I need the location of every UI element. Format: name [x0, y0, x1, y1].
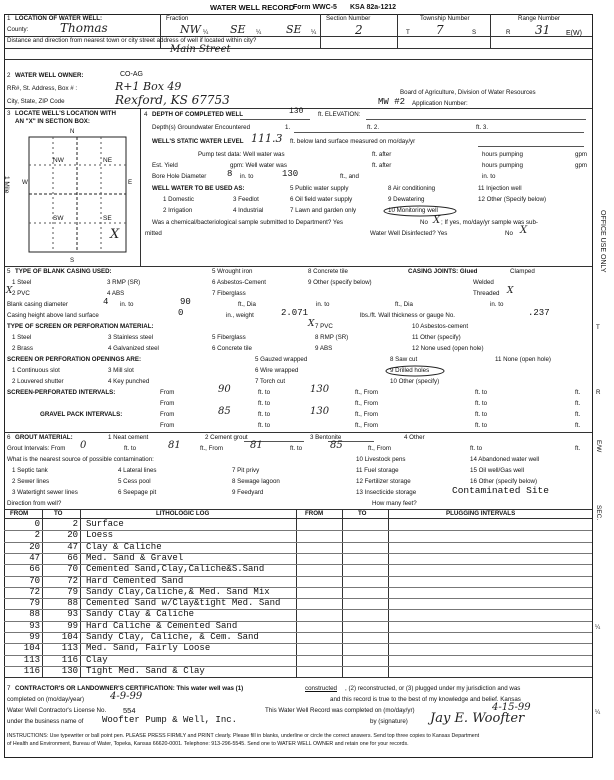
scr-to-3: ft. to: [258, 400, 271, 407]
grv-from-1: From: [160, 411, 175, 418]
yield-after: ft. after: [372, 162, 392, 169]
screen-opt-7[interactable]: 7 PVC: [315, 323, 333, 330]
log-from: 93: [29, 620, 40, 631]
elevation-label: ft. ELEVATION:: [318, 111, 361, 118]
range-label: Range Number: [518, 15, 560, 22]
use-opt-11[interactable]: 11 Injection well: [478, 185, 522, 192]
instructions-2: of Health and Environment, Bureau of Water, Topeka, Kansas 66620-0001. Telephone: 913-296-5545. Send one to WATER WELL OWNER and retain one for your records.: [7, 741, 409, 747]
casing-opt-2[interactable]: 2 PVC: [12, 290, 30, 297]
joints-clamped[interactable]: Clamped: [510, 268, 535, 275]
log-from: 88: [29, 609, 40, 620]
use-opt-10[interactable]: 10 Monitoring well: [388, 207, 438, 214]
yield-gpm: gpm: Well water was: [230, 162, 287, 169]
log-header-litho: LITHOLOGIC LOG: [156, 510, 210, 517]
log-from: 70: [29, 575, 40, 586]
use-opt-12[interactable]: 12 Other (Specify below): [478, 196, 547, 203]
grout-opt-2[interactable]: 2 Cement grout: [205, 434, 248, 441]
yield-gpm-unit: gpm: [575, 162, 588, 169]
diameter-in-to-3: in. to: [490, 301, 504, 308]
pump-label: Pump test data: Well water was: [198, 151, 285, 158]
log-description: Hard Cemented Sand: [86, 575, 184, 586]
section-mark[interactable]: X: [110, 227, 120, 242]
bore-ft-and: ft., and: [340, 173, 359, 180]
screen-opt-4[interactable]: 4 Galvanized steel: [108, 345, 159, 352]
scr-ft-1: ft.: [575, 389, 581, 396]
diameter-label: Blank casing diameter: [7, 301, 68, 308]
screen-opt-5[interactable]: 5 Fiberglass: [212, 334, 246, 341]
screen-opt-6[interactable]: 6 Concrete tile: [212, 345, 252, 352]
height-label: Casing height above land surface: [7, 312, 99, 319]
compass-n: N: [70, 128, 75, 135]
diameter-value[interactable]: 4: [103, 297, 109, 307]
section-4-number: 4: [144, 111, 148, 118]
screen-opt-8[interactable]: 8 RMP (SR): [315, 334, 349, 341]
casing-pvc-mark[interactable]: X: [6, 286, 13, 296]
grout-ftfrom-1: ft., From: [200, 445, 224, 452]
grout-2-from[interactable]: 81: [250, 440, 263, 451]
screen-opt-9[interactable]: 9 ABS: [315, 345, 333, 352]
signature-label: by (signature): [370, 718, 408, 725]
log-from: 79: [29, 598, 40, 609]
screen-label: TYPE OF SCREEN OR PERFORATION MATERIAL:: [7, 323, 154, 330]
chem-no: No: [420, 219, 428, 226]
business-name[interactable]: Woofter Pump & Well, Inc.: [102, 715, 238, 725]
county-value[interactable]: Thomas: [60, 21, 108, 35]
grout-1-to[interactable]: 81: [168, 440, 181, 451]
grv-from-2: From: [160, 422, 175, 429]
screen-opt-1[interactable]: 1 Steel: [12, 334, 32, 341]
weight-value[interactable]: 2.071: [281, 308, 309, 318]
section-2-number: 2: [7, 72, 11, 79]
screen-opt-3[interactable]: 3 Stainless steel: [108, 334, 154, 341]
screen-opt-12[interactable]: 12 None used (open hole): [412, 345, 484, 352]
screen-mark[interactable]: X: [308, 319, 315, 329]
log-description: Surface: [86, 519, 124, 529]
depth-label: DEPTH OF COMPLETED WELL: [152, 111, 244, 118]
office-quarter-1: ¼: [595, 624, 601, 631]
bore-to-value[interactable]: 130: [282, 169, 299, 179]
record-date[interactable]: 4-15-99: [492, 702, 531, 713]
opening-opt-9[interactable]: 9 Drilled holes: [390, 367, 430, 374]
diameter-dia-2: ft., Dia: [395, 301, 413, 308]
grout-label: GROUT MATERIAL:: [15, 434, 73, 441]
scr-from-1: From: [160, 389, 175, 396]
log-header-to-2: TO: [358, 510, 367, 517]
quadrant-se: SE: [103, 215, 112, 222]
compass-w: W: [22, 179, 28, 186]
grout-to-2: ft. to: [290, 445, 303, 452]
casing-opt-5[interactable]: 5 Wrought iron: [212, 268, 253, 275]
height-value[interactable]: 0: [178, 308, 184, 318]
contam-opt-12[interactable]: 12 Fertilizer storage: [356, 478, 411, 485]
opening-opt-8[interactable]: 8 Saw cut: [390, 356, 418, 363]
diameter-dia-1: ft., Dia: [238, 301, 256, 308]
casing-opt-6[interactable]: 6 Asbestos-Cement: [212, 279, 266, 286]
log-header-plugging: PLUGGING INTERVALS: [446, 510, 516, 517]
log-from: 66: [29, 564, 40, 575]
cert-constructed[interactable]: constructed: [305, 685, 337, 692]
log-from: 20: [29, 541, 40, 552]
owner-label: WATER WELL OWNER:: [15, 72, 84, 79]
use-opt-1[interactable]: 1 Domestic: [163, 196, 194, 203]
use-opt-3[interactable]: 3 Feedlot: [233, 196, 259, 203]
opening-opt-3[interactable]: 3 Mill slot: [108, 367, 134, 374]
contam-opt-16[interactable]: 16 Other (specify below): [470, 478, 538, 485]
use-circle: [383, 205, 458, 217]
log-description: Med. Sand, Fairly Loose: [86, 643, 211, 654]
section-7-number: 7: [7, 685, 11, 692]
log-description: Cemented Sand,Clay,Caliche&S.Sand: [86, 564, 265, 575]
static-tail: ft. below land surface measured on mo/day/yr: [290, 138, 416, 145]
office-sec: SEC.: [595, 505, 602, 521]
section-5-number: 5: [7, 268, 11, 275]
scr-from-2: From: [160, 400, 175, 407]
log-from: 72: [29, 586, 40, 597]
record-label: This Water Well Record was completed on (mo/day/yr): [265, 707, 415, 714]
joints-welded[interactable]: Welded: [473, 279, 494, 286]
groundwater-label: Depth(s) Groundwater Encountered: [152, 124, 251, 131]
log-to: 88: [67, 598, 78, 609]
log-to: 99: [67, 620, 78, 631]
township-suffix: S: [472, 29, 477, 36]
grout-int-label: Grout Intervals: From: [7, 445, 66, 452]
address-label: RR#, St. Address, Box # :: [7, 85, 78, 92]
distance-label: Distance and direction from nearest town or city street address of well if located within city?: [7, 37, 257, 44]
township-value[interactable]: 7: [436, 23, 444, 37]
scr-to-value[interactable]: 130: [310, 384, 330, 395]
gravel-label: GRAVEL PACK INTERVALS:: [40, 411, 123, 418]
section-1-number: 1: [7, 15, 11, 22]
compass-e: E: [128, 179, 133, 186]
yield-label: Est. Yield: [152, 162, 178, 169]
quadrant-nw: NW: [53, 157, 64, 164]
section-number-label: Section Number: [326, 15, 371, 22]
pump-gpm: gpm: [575, 151, 588, 158]
quadrant-sw: SW: [53, 215, 64, 222]
county-label: County:: [7, 26, 29, 33]
bore-value[interactable]: 8: [227, 169, 233, 179]
contam-opt-5[interactable]: 5 Cess pool: [118, 478, 151, 485]
contam-opt-4[interactable]: 4 Lateral lines: [118, 467, 157, 474]
pump-hours: hours pumping: [482, 151, 523, 158]
grv-ft-1: ft.: [575, 411, 581, 418]
pump-after: ft. after: [372, 151, 392, 158]
openings-label: SCREEN OR PERFORATION OPENINGS ARE:: [7, 356, 142, 363]
locate-label-2: AN "X" IN SECTION BOX:: [15, 118, 90, 125]
casing-opt-7[interactable]: 7 Fiberglass: [212, 290, 246, 297]
form-title: WATER WELL RECORD: [210, 3, 295, 12]
scr-ftfrom-1: ft., From: [355, 389, 379, 396]
license-label: Water Well Contractor's License No.: [7, 707, 107, 714]
log-to: 72: [67, 575, 78, 586]
quarter-2[interactable]: SE: [230, 23, 246, 36]
disinfected-mark[interactable]: X: [520, 225, 528, 236]
contam-opt-7[interactable]: 7 Pit privy: [232, 467, 260, 474]
screen-int-label: SCREEN-PERFORATED INTERVALS:: [7, 389, 116, 396]
log-description: Cemented Sand w/Clay&tight Med. Sand: [86, 598, 281, 609]
office-r: R: [596, 389, 601, 396]
grout-1-from[interactable]: 0: [80, 440, 87, 451]
opening-opt-2[interactable]: 2 Louvered shutter: [12, 378, 64, 385]
completed-label: completed on (mo/day/year): [7, 696, 85, 703]
log-to: 116: [61, 654, 78, 665]
gw-1: 1.: [285, 124, 291, 131]
bore-in-to: in. to: [240, 173, 254, 180]
scr-to-1: ft. to: [258, 389, 271, 396]
opening-circle: [385, 365, 445, 377]
scr-ftfrom-2: ft., From: [355, 400, 379, 407]
fraction-label: Fraction: [166, 15, 189, 22]
grout-to-1: ft. to: [124, 445, 137, 452]
quarter-3[interactable]: SE: [286, 23, 302, 36]
diameter-in-to-2: in. to: [316, 301, 330, 308]
contam-opt-10[interactable]: 10 Livestock pens: [356, 456, 406, 463]
log-to: 104: [61, 632, 78, 642]
log-from: 0: [34, 519, 40, 529]
section-6-number: 6: [7, 434, 11, 441]
static-label: WELL'S STATIC WATER LEVEL: [152, 138, 244, 145]
screen-opt-2[interactable]: 2 Brass: [12, 345, 33, 352]
office-quarter-2: ¼: [595, 709, 601, 716]
log-to: 2: [72, 519, 78, 529]
log-to: 113: [61, 643, 78, 654]
log-header-from: FROM: [10, 510, 29, 517]
grv-from-value[interactable]: 85: [218, 406, 231, 417]
quarter-1[interactable]: NW: [180, 23, 201, 36]
log-description: Clay & Caliche: [86, 541, 162, 552]
log-from: 47: [29, 552, 40, 563]
log-to: 66: [67, 552, 78, 563]
township-label: Township Number: [420, 15, 470, 22]
contam-opt-9[interactable]: 9 Feedyard: [232, 489, 264, 496]
opening-opt-10[interactable]: 10 Other (specify): [390, 378, 440, 385]
chem-tail: ; If yes, mo/day/yr sample was sub-: [441, 219, 538, 226]
mw-number: MW #2: [378, 97, 406, 107]
casing-opt-4[interactable]: 4 ABS: [107, 290, 125, 297]
how-many-label: How many feet?: [372, 500, 417, 507]
grv-ft-2: ft.: [575, 422, 581, 429]
quarter-3-unit: ¼: [311, 29, 317, 36]
quarter-2-unit: ¼: [256, 29, 262, 36]
log-description: Hard Caliche & Cemented Sand: [86, 620, 238, 631]
use-opt-6[interactable]: 6 Oil field water supply: [290, 196, 353, 203]
diameter-to-value[interactable]: 90: [180, 297, 191, 307]
contam-opt-8[interactable]: 8 Sewage lagoon: [232, 478, 280, 485]
city-value[interactable]: Rexford, KS 67753: [115, 93, 230, 107]
grout-opt-3[interactable]: 3 Bentonite: [310, 434, 342, 441]
log-description: Clay: [86, 654, 108, 665]
static-value[interactable]: 111.3: [251, 132, 283, 145]
joints-threaded-mark[interactable]: X: [507, 286, 514, 296]
opening-opt-4[interactable]: 4 Key punched: [108, 378, 150, 385]
section-number-value[interactable]: 2: [355, 23, 363, 37]
use-opt-4[interactable]: 4 Industrial: [233, 207, 264, 214]
use-opt-2[interactable]: 2 Irrigation: [163, 207, 193, 214]
diameter-in-to: in. to: [120, 301, 134, 308]
casing-label: TYPE OF BLANK CASING USED:: [15, 268, 112, 275]
scr-ft-2: ft.: [575, 400, 581, 407]
business-label: under the business name of: [7, 718, 84, 725]
opening-opt-11[interactable]: 11 None (open hole): [495, 356, 551, 363]
license-value[interactable]: 554: [123, 706, 136, 715]
completed-tail: and this record is true to the best of my knowledge and belief. Kansas: [330, 696, 521, 703]
log-to: 79: [67, 586, 78, 597]
board-label: Board of Agriculture, Division of Water Resources: [400, 89, 536, 96]
casing-opt-1[interactable]: 1 Steel: [12, 279, 32, 286]
gw-2: ft. 2.: [367, 124, 380, 131]
log-description: Loess: [86, 530, 114, 541]
log-header-to: TO: [54, 510, 63, 517]
screen-opt-10[interactable]: 10 Asbestos-cement: [412, 323, 469, 330]
scr-from-value[interactable]: 90: [218, 384, 231, 395]
grv-to-1: ft. to: [258, 411, 271, 418]
city-label: City, State, ZIP Code: [7, 98, 65, 105]
grv-to-2: ft. to: [475, 411, 488, 418]
log-description: Med. Sand & Gravel: [86, 552, 184, 563]
wall-label: lbs./ft. Wall thickness or gauge No.: [360, 312, 456, 319]
grout-ft-3: ft.: [575, 445, 581, 452]
log-to: 20: [67, 530, 78, 541]
contam-opt-13[interactable]: 13 Insecticide storage: [356, 489, 417, 496]
grv-to-4: ft. to: [475, 422, 488, 429]
contam-opt-11[interactable]: 11 Fuel storage: [356, 467, 399, 474]
use-opt-9[interactable]: 9 Dewatering: [388, 196, 425, 203]
disinfected-label: Water Well Disinfected? Yes: [370, 230, 448, 237]
use-opt-8[interactable]: 8 Air conditioning: [388, 185, 436, 192]
joints-label: CASING JOINTS: Glued: [408, 268, 478, 275]
grv-to-value[interactable]: 130: [310, 406, 330, 417]
contam-other-value[interactable]: Contaminated Site: [452, 485, 549, 496]
opening-opt-7[interactable]: 7 Torch cut: [255, 378, 286, 385]
scr-to-2: ft. to: [475, 389, 488, 396]
township-prefix: T: [406, 29, 410, 36]
log-description: Sandy Clay & Caliche: [86, 609, 195, 620]
grv-ftfrom-2: ft., From: [355, 422, 379, 429]
grout-opt-1[interactable]: 1 Neat cement: [108, 434, 149, 441]
opening-opt-6[interactable]: 6 Wire wrapped: [255, 367, 299, 374]
range-value[interactable]: 31: [535, 23, 551, 37]
chem-mitted: mitted: [145, 230, 162, 237]
cert-text-2: , (2) reconstructed, or (3) plugged under my jurisdiction and was: [345, 685, 521, 692]
yield-hours: hours pumping: [482, 162, 523, 169]
log-description: Sandy Clay, Caliche, & Cem. Sand: [86, 632, 259, 642]
grout-2-to[interactable]: 85: [330, 440, 343, 451]
chem-mark[interactable]: X: [433, 215, 441, 226]
log-to: 47: [67, 541, 78, 552]
bore-label: Bore Hole Diameter: [152, 173, 207, 180]
contam-opt-15[interactable]: 15 Oil well/Gas well: [470, 467, 524, 474]
address-value[interactable]: R+1 Box 49: [115, 80, 182, 93]
grout-ftfrom-2: ft., From: [368, 445, 392, 452]
contam-opt-6[interactable]: 6 Seepage pit: [118, 489, 157, 496]
gw-3: ft. 3.: [476, 124, 489, 131]
instructions-1: INSTRUCTIONS: Use typewriter or ball point pen. PLEASE PRESS FIRMLY and PRINT clearly. Please fill in blanks, underline or circle the correct answers. Send top three copies to Kansas Department: [7, 733, 480, 739]
range-prefix: R: [506, 29, 511, 36]
casing-opt-9[interactable]: 9 Other (specify below): [308, 279, 372, 286]
quarter-1-unit: ¼: [203, 29, 209, 36]
section-1-label: LOCATION OF WATER WELL:: [15, 15, 103, 22]
ksa-number: KSA 82a-1212: [350, 4, 397, 11]
office-use-label: OFFICE USE ONLY: [599, 210, 606, 273]
depth-value[interactable]: 130: [289, 107, 304, 116]
casing-opt-3[interactable]: 3 RMP (SR): [107, 279, 141, 286]
weight-label: in., weight: [226, 312, 254, 319]
locate-label: LOCATE WELL'S LOCATION WITH: [15, 110, 116, 117]
log-from: 104: [23, 643, 40, 654]
office-ew: E/W: [595, 440, 602, 453]
log-to: 130: [61, 665, 78, 676]
use-opt-7[interactable]: 7 Lawn and garden only: [290, 207, 357, 214]
contam-opt-14[interactable]: 14 Abandoned water well: [470, 456, 540, 463]
mile-label: 1 Mile: [3, 176, 10, 194]
log-to: 70: [67, 564, 78, 575]
screen-opt-11[interactable]: 11 Other (specify): [412, 334, 461, 341]
scr-to-4: ft. to: [475, 400, 488, 407]
log-description: Sandy Clay,Caliche,& Med. Sand Mix: [86, 586, 270, 597]
chem-label: Was a chemical/bacteriological sample submitted to Department? Yes: [152, 219, 343, 226]
compass-s: S: [70, 257, 75, 264]
log-description: Tight Med. Sand & Clay: [86, 665, 205, 676]
grv-to-3: ft. to: [258, 422, 271, 429]
quadrant-ne: NE: [103, 157, 113, 164]
grv-ftfrom-1: ft., From: [355, 411, 379, 418]
grout-opt-4[interactable]: 4 Other: [404, 434, 425, 441]
completed-value[interactable]: 4-9-99: [110, 691, 143, 702]
contam-opt-2[interactable]: 2 Sewer lines: [12, 478, 50, 485]
direction-label: Direction from well?: [7, 500, 62, 507]
log-from: 113: [23, 654, 40, 665]
contam-label: What is the nearest source of possible contamination:: [7, 456, 154, 463]
log-from: 2: [34, 530, 40, 541]
contam-opt-3[interactable]: 3 Watertight sewer lines: [12, 489, 78, 496]
joints-threaded[interactable]: Threaded: [473, 290, 500, 297]
use-opt-5[interactable]: 5 Public water supply: [290, 185, 349, 192]
contam-opt-1[interactable]: 1 Septic tank: [12, 467, 48, 474]
log-from: 116: [23, 665, 40, 676]
section-3-number: 3: [7, 110, 11, 117]
grout-to-3: ft. to: [470, 445, 483, 452]
use-label: WELL WATER TO BE USED AS:: [152, 185, 245, 192]
distance-value[interactable]: Main Street: [170, 44, 231, 55]
disinfected-no: No: [505, 230, 513, 237]
log-from: 99: [29, 632, 40, 642]
casing-opt-8[interactable]: 8 Concrete tile: [308, 268, 348, 275]
form-number: Form WWC-5: [293, 4, 337, 11]
range-direction: E(W): [566, 30, 582, 37]
owner-value[interactable]: CO-AG: [120, 71, 143, 78]
signature[interactable]: Jay E. Woofter: [430, 711, 525, 726]
opening-opt-5[interactable]: 5 Gauzed wrapped: [255, 356, 308, 363]
log-to: 93: [67, 609, 78, 620]
log-header-from-2: FROM: [305, 510, 324, 517]
wall-value[interactable]: .237: [528, 308, 550, 318]
application-label: Application Number:: [412, 100, 468, 107]
bore-in-to-2: in. to: [482, 173, 496, 180]
office-t: T: [596, 324, 600, 331]
cert-text: CONTRACTOR'S OR LANDOWNER'S CERTIFICATION: This water well was (1): [15, 685, 244, 692]
opening-opt-1[interactable]: 1 Continuous slot: [12, 367, 60, 374]
